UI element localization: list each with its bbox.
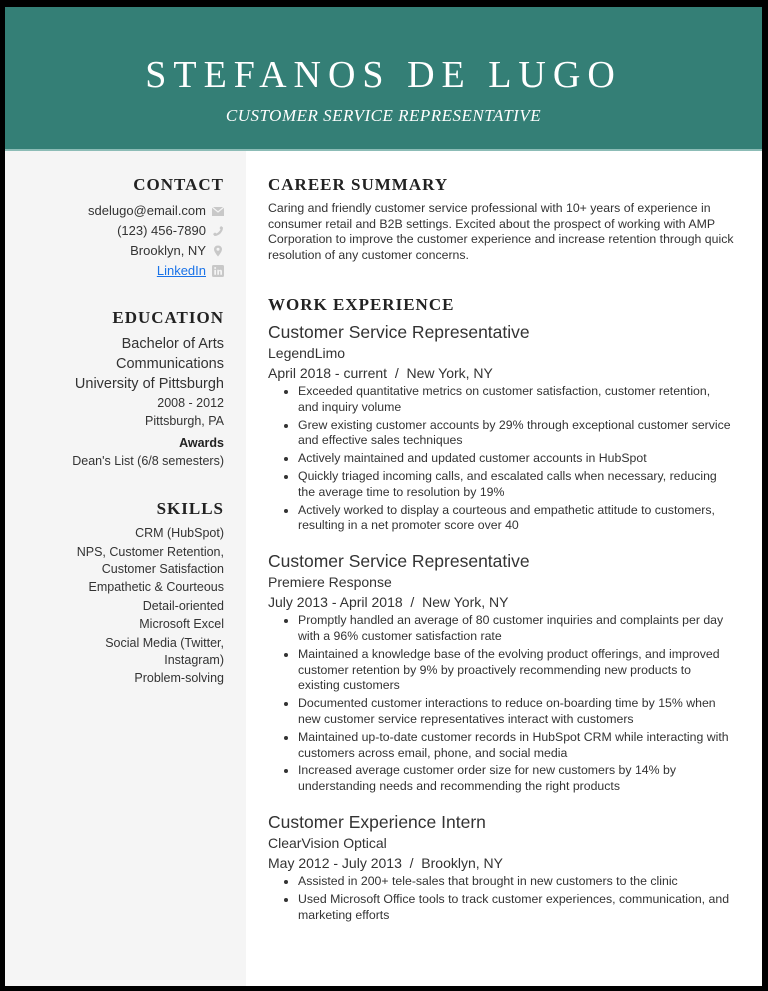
experience-section [268, 295, 734, 925]
summary-text: Caring and friendly customer service professional with 10+ years of experience in consumer retail and B2B settings. Excited about the prospect of working with AMP Corporation to improve the customer experience and increase retention through quick resolution of any customer concerns. [268, 201, 734, 262]
linkedin-link[interactable]: LinkedIn [156, 263, 206, 278]
phone-text: (123) 456-7890 [117, 223, 206, 238]
map-pin-icon [212, 245, 224, 257]
experience-heading: WORK EXPERIENCE [268, 295, 455, 314]
job-bullet: • Quickly triaged incoming calls, and escalated calls when necessary, reducing the average time to resolution by 19% [298, 469, 734, 501]
job-bullet: • Actively maintained and updated customer accounts in HubSpot [298, 451, 734, 467]
job-dates-location: May 2012 - July 2013 / Brooklyn, NY [268, 854, 503, 871]
education-degree: Bachelor of Arts [121, 336, 224, 352]
candidate-title: CUSTOMER SERVICE REPRESENTATIVE [225, 106, 542, 125]
location-text: Brooklyn, NY [130, 243, 206, 258]
skill-item: CRM (HubSpot) [135, 526, 224, 540]
contact-heading: CONTACT [133, 175, 224, 194]
education-section [72, 308, 224, 470]
skill-item: Detail-oriented [142, 598, 224, 613]
job-bullet: • Documented customer interactions to reduce on-boarding time by 15% when new customer service representatives interact with customers [298, 696, 734, 728]
education-school: University of Pittsburgh [74, 376, 224, 392]
contact-location [88, 241, 224, 261]
resume-page [5, 7, 762, 986]
job-dates-location: April 2018 - current / New York, NY [268, 365, 493, 381]
job-bullets [268, 384, 734, 534]
job-entry [268, 550, 734, 795]
skill-item: Problem-solving [134, 671, 224, 685]
education-heading: EDUCATION [112, 308, 224, 327]
job-bullets [268, 613, 734, 795]
envelope-icon [212, 205, 224, 217]
email-text: sdelugo@email.com [88, 203, 206, 218]
contact-linkedin [88, 261, 224, 281]
phone-icon [212, 225, 224, 237]
job-title: Customer Experience Intern [268, 811, 486, 832]
candidate-name: STEFANOS DE LUGO [145, 54, 622, 96]
job-bullet: • Maintained a knowledge base of the evolving product offerings, and improved customer retention by 9% by proactively recommending new products to existing customers [298, 647, 734, 694]
summary-section [268, 175, 734, 263]
main-content [246, 151, 762, 986]
skills-section [54, 499, 224, 689]
job-bullet: • Actively worked to display a courteous and empathetic attitude to customers, resulting in a net promoter score over 40 [298, 503, 734, 535]
job-company: LegendLimo [268, 345, 346, 361]
awards-text: Dean's List (6/8 semesters) [72, 454, 224, 468]
education-location: Pittsburgh, PA [145, 414, 224, 428]
job-bullet: • Maintained up-to-date customer records in HubSpot CRM while interacting with customers across email, phone, and social media [298, 730, 734, 762]
linkedin-icon [212, 265, 224, 277]
job-entry [268, 321, 734, 534]
contact-email [88, 201, 224, 221]
skill-item: Social Media (Twitter, Instagram) [105, 635, 224, 667]
skill-item: Empathetic & Courteous [88, 580, 224, 594]
job-bullet: • Increased average customer order size for new customers by 14% by understanding needs and recommending the right products [298, 763, 734, 795]
job-entry [268, 811, 734, 923]
job-bullet: • Promptly handled an average of 80 customer inquiries and complaints per day with a 96% customer satisfaction rate [298, 613, 734, 645]
job-bullet: • Used Microsoft Office tools to track customer experiences, communication, and marketing efforts [298, 892, 734, 924]
contact-section [88, 175, 224, 281]
job-bullets [268, 874, 734, 923]
education-years: 2008 - 2012 [157, 396, 224, 410]
job-bullet: • Assisted in 200+ tele-sales that brought in new customers to the clinic [298, 874, 734, 890]
resume-header [5, 7, 762, 151]
summary-heading: CAREER SUMMARY [268, 175, 449, 194]
skill-item: NPS, Customer Retention, Customer Satisfaction [76, 544, 224, 576]
skills-heading: SKILLS [156, 499, 224, 518]
job-title: Customer Service Representative [268, 322, 530, 342]
job-title: Customer Service Representative [268, 551, 530, 572]
awards-heading: Awards [179, 436, 224, 450]
sidebar [5, 151, 246, 986]
job-dates-location: July 2013 - April 2018 / New York, NY [268, 594, 509, 611]
job-bullet: • Grew existing customer accounts by 29% through exceptional customer service and effective sales techniques [298, 418, 734, 450]
job-company: Premiere Response [268, 574, 392, 591]
job-bullet: • Exceeded quantitative metrics on customer satisfaction, customer retention, and inquiry volume [298, 384, 734, 416]
contact-phone [88, 221, 224, 241]
education-major: Communications [116, 356, 224, 372]
job-company: ClearVision Optical [268, 834, 387, 851]
skill-item: Microsoft Excel [139, 617, 224, 631]
